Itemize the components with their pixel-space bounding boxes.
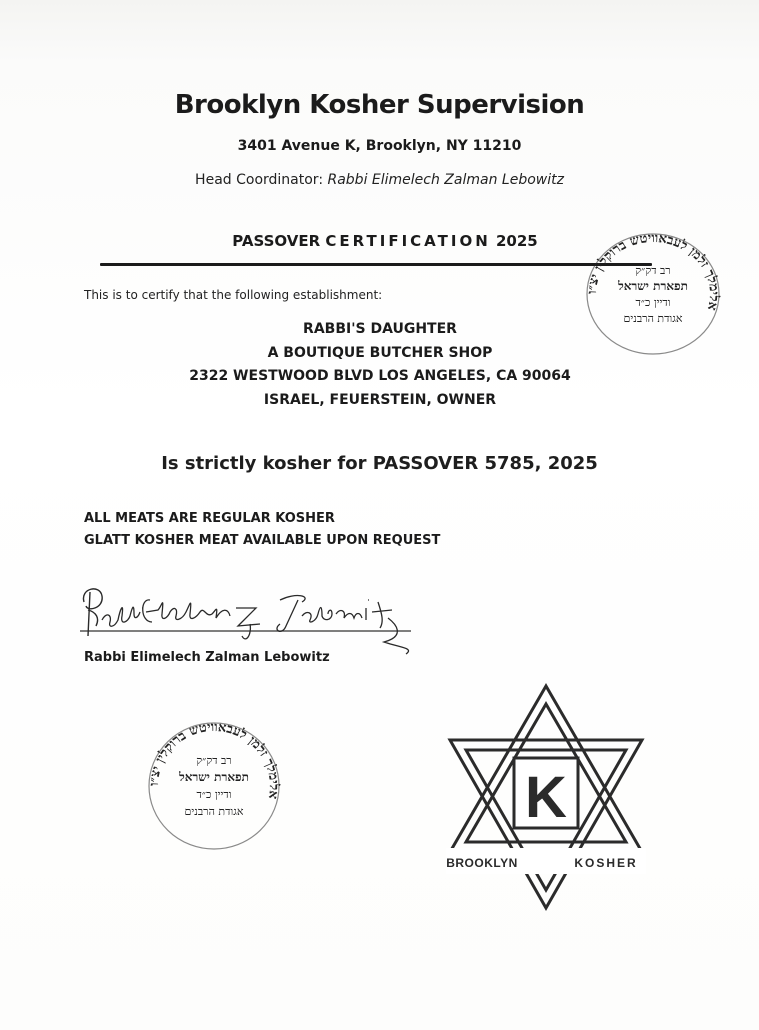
stamp-bottom-line-2: תפארת ישראל (179, 770, 249, 784)
heading-divider (100, 263, 652, 266)
rabbinical-stamp-top (578, 228, 728, 358)
establishment-description: A BOUTIQUE BUTCHER SHOP (267, 344, 493, 361)
note-glatt-kosher: GLATT KOSHER MEAT AVAILABLE UPON REQUEST (84, 533, 441, 548)
certification-heading-year: 2025 (495, 232, 538, 250)
stamp-bottom-line-1: רב דק״ק (196, 754, 232, 767)
stamp-top-line-3: ודיין כ״ד (635, 296, 671, 309)
organization-address: 3401 Avenue K, Brooklyn, NY 11210 (237, 138, 522, 154)
certification-heading-word: CERTIFICATION (325, 232, 491, 250)
establishment-address: 2322 WESTWOOD BLVD LOS ANGELES, CA 90064 (189, 368, 571, 384)
head-coordinator-line (0, 172, 759, 188)
stamp-top-ring-text: אלימלך זלמן לעבאוויטש ברוקלין יצ״ו (584, 230, 722, 312)
stamp-top-line-2: תפארת ישראל (618, 279, 688, 293)
stamp-bottom-line-4: אגודת הרבנים (184, 805, 244, 818)
brooklyn-kosher-star-logo (446, 682, 646, 912)
stamp-bottom-line-3: ודיין כ״ד (196, 788, 232, 801)
logo-letter: K (525, 765, 567, 830)
establishment-block (120, 318, 640, 412)
handwritten-signature (66, 578, 426, 658)
kosher-statement: Is strictly kosher for PASSOVER 5785, 2025 (161, 453, 598, 474)
coordinator-name: Rabbi Elimelech Zalman Lebowitz (327, 172, 564, 188)
stamp-bottom-ring-text: אלימלך זלמן לעבאוויטש ברוקלין יצ״ו (146, 719, 282, 800)
certification-heading-prefix: PASSOVER (232, 232, 321, 250)
coordinator-label: Head Coordinator: (195, 172, 324, 188)
stamp-top-line-4: אגודת הרבנים (623, 312, 683, 325)
rabbinical-stamp-bottom (142, 718, 287, 853)
signatory-name: Rabbi Elimelech Zalman Lebowitz (84, 650, 330, 665)
meat-notes (84, 508, 440, 552)
organization-title: Brooklyn Kosher Supervision (174, 90, 585, 120)
logo-left-word: BROOKLYN (446, 856, 518, 870)
certify-intro: This is to certify that the following establishment: (84, 288, 383, 302)
establishment-name: RABBI'S DAUGHTER (303, 321, 457, 337)
establishment-owner: ISRAEL, FEUERSTEIN, OWNER (263, 391, 497, 408)
note-regular-kosher: ALL MEATS ARE REGULAR KOSHER (84, 511, 335, 526)
logo-right-word: KOSHER (574, 856, 638, 870)
stamp-top-line-1: רב דק״ק (635, 264, 671, 277)
